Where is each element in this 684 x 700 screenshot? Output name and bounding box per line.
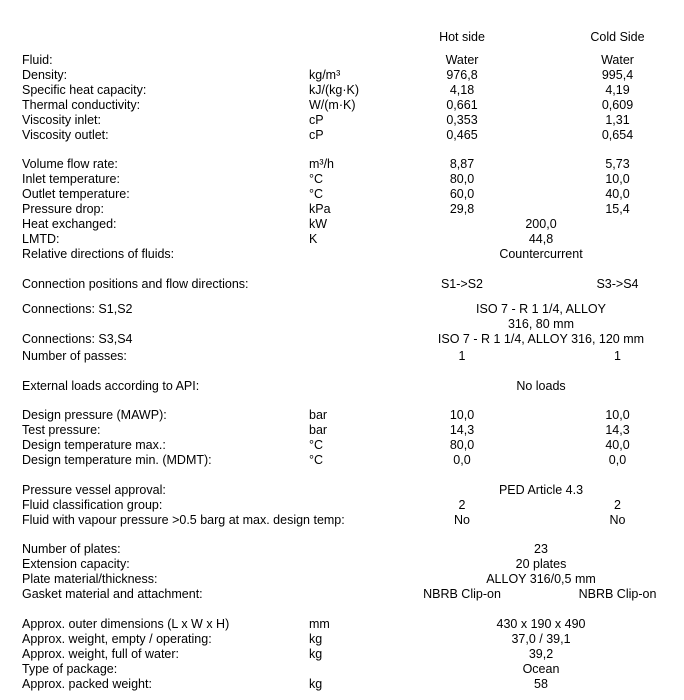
hot-test-pressure: 14,3 (449, 423, 475, 437)
label-extension-capacity: Extension capacity: (22, 557, 130, 571)
label-plate-material: Plate material/thickness: (22, 572, 158, 586)
value-packed-weight: 58 (534, 677, 548, 691)
hot-connection-positions: S1->S2 (440, 277, 484, 291)
value-plate-material: ALLOY 316/0,5 mm (486, 572, 596, 586)
cold-design-temp-min: 0,0 (608, 453, 627, 467)
cold-connection-positions: S3->S4 (596, 277, 639, 291)
label-number-of-plates: Number of plates: (22, 542, 121, 556)
unit-design-temp-min: °C (309, 453, 324, 467)
label-fluid: Fluid: (22, 53, 53, 67)
label-number-of-passes: Number of passes: (22, 349, 127, 363)
hot-fluid: Water (445, 53, 479, 67)
cold-gasket-material: NBRB Clip-on (578, 587, 657, 601)
label-outlet-temp: Outlet temperature: (22, 187, 130, 201)
value-package-type: Ocean (522, 662, 560, 676)
hot-viscosity-outlet: 0,465 (446, 128, 478, 142)
unit-volume-flow: m³/h (309, 157, 334, 171)
cold-inlet-temp: 10,0 (605, 172, 630, 186)
hot-viscosity-inlet: 0,353 (446, 113, 478, 127)
value-lmtd: 44,8 (528, 232, 554, 246)
label-design-pressure: Design pressure (MAWP): (22, 408, 167, 422)
cold-vapour-pressure: No (609, 513, 626, 527)
cold-volume-flow: 5,73 (605, 157, 630, 171)
hot-number-of-passes: 1 (458, 349, 466, 363)
cold-number-of-passes: 1 (614, 349, 621, 363)
label-connections-s3-s4: Connections: S3,S4 (22, 332, 133, 346)
label-connections-s1-s2: Connections: S1,S2 (22, 302, 133, 316)
hot-thermal-conductivity: 0,661 (446, 98, 478, 112)
hot-fluid-classification: 2 (458, 498, 466, 512)
unit-weight-empty-operating: kg (309, 632, 323, 646)
label-weight-full-water: Approx. weight, full of water: (22, 647, 180, 661)
hot-outlet-temp: 60,0 (449, 187, 475, 201)
cold-density: 995,4 (601, 68, 634, 82)
cold-side-header: Cold Side (590, 30, 645, 44)
hot-specific-heat: 4,18 (449, 83, 475, 97)
value-external-loads: No loads (516, 379, 566, 393)
cold-thermal-conductivity: 0,609 (601, 98, 634, 112)
value-connections-s3-s4: ISO 7 - R 1 1/4, ALLOY 316, 120 mm (437, 332, 645, 346)
hot-pressure-drop: 29,8 (449, 202, 475, 216)
hot-design-temp-min: 0,0 (453, 453, 471, 467)
unit-density: kg/m³ (309, 68, 341, 82)
label-fluid-classification: Fluid classification group: (22, 498, 163, 512)
hot-inlet-temp: 80,0 (449, 172, 475, 186)
label-pressure-drop: Pressure drop: (22, 202, 104, 216)
unit-viscosity-inlet: cP (309, 113, 324, 127)
cold-test-pressure: 14,3 (605, 423, 630, 437)
label-lmtd: LMTD: (22, 232, 60, 246)
cold-specific-heat: 4,19 (605, 83, 630, 97)
value-outer-dimensions: 430 x 190 x 490 (496, 617, 586, 631)
value-connections-s1-s2-line1: ISO 7 - R 1 1/4, ALLOY (476, 302, 606, 316)
unit-pressure-drop: kPa (309, 202, 331, 216)
unit-lmtd: K (309, 232, 318, 246)
value-weight-full-water: 39,2 (528, 647, 554, 661)
hot-gasket-material: NBRB Clip-on (423, 587, 501, 601)
label-vapour-pressure: Fluid with vapour pressure >0.5 barg at max. design temp: (22, 513, 345, 527)
label-volume-flow: Volume flow rate: (22, 157, 118, 171)
label-heat-exchanged: Heat exchanged: (22, 217, 117, 231)
hot-design-temp-max: 80,0 (449, 438, 475, 452)
cold-viscosity-inlet: 1,31 (605, 113, 630, 127)
label-package-type: Type of package: (22, 662, 118, 676)
hot-density: 976,8 (446, 68, 478, 82)
unit-outer-dimensions: mm (309, 617, 330, 631)
label-design-temp-max: Design temperature max.: (22, 438, 166, 452)
cold-viscosity-outlet: 0,654 (601, 128, 634, 142)
label-viscosity-outlet: Viscosity outlet: (22, 128, 109, 142)
unit-heat-exchanged: kW (309, 217, 328, 231)
value-weight-empty-operating: 37,0 / 39,1 (511, 632, 571, 646)
cold-pressure-drop: 15,4 (605, 202, 630, 216)
hot-vapour-pressure: No (454, 513, 470, 527)
value-vessel-approval: PED Article 4.3 (498, 483, 584, 497)
cold-fluid-classification: 2 (614, 498, 621, 512)
unit-specific-heat: kJ/(kg·K) (309, 83, 359, 97)
label-gasket-material: Gasket material and attachment: (22, 587, 203, 601)
cold-outlet-temp: 40,0 (605, 187, 630, 201)
label-vessel-approval: Pressure vessel approval: (22, 483, 166, 497)
label-test-pressure: Test pressure: (22, 423, 101, 437)
value-extension-capacity: 20 plates (515, 557, 567, 571)
label-packed-weight: Approx. packed weight: (22, 677, 152, 691)
value-relative-directions: Countercurrent (499, 247, 583, 261)
label-thermal-conductivity: Thermal conductivity: (22, 98, 141, 112)
label-external-loads: External loads according to API: (22, 379, 200, 393)
value-heat-exchanged: 200,0 (525, 217, 557, 231)
unit-thermal-conductivity: W/(m·K) (309, 98, 356, 112)
hot-volume-flow: 8,87 (449, 157, 475, 171)
unit-viscosity-outlet: cP (309, 128, 324, 142)
unit-test-pressure: bar (309, 423, 328, 437)
value-number-of-plates: 23 (534, 542, 548, 556)
label-connection-positions: Connection positions and flow directions: (22, 277, 249, 291)
unit-inlet-temp: °C (309, 172, 324, 186)
hot-design-pressure: 10,0 (449, 408, 475, 422)
label-specific-heat: Specific heat capacity: (22, 83, 147, 97)
unit-weight-full-water: kg (309, 647, 323, 661)
cold-design-pressure: 10,0 (605, 408, 630, 422)
unit-packed-weight: kg (309, 677, 323, 691)
cold-fluid: Water (601, 53, 634, 67)
label-relative-directions: Relative directions of fluids: (22, 247, 175, 261)
hot-side-header: Hot side (439, 30, 485, 44)
unit-outlet-temp: °C (309, 187, 324, 201)
label-inlet-temp: Inlet temperature: (22, 172, 120, 186)
cold-design-temp-max: 40,0 (605, 438, 630, 452)
label-weight-empty-operating: Approx. weight, empty / operating: (22, 632, 212, 646)
value-connections-s1-s2-line2: 316, 80 mm (507, 317, 574, 331)
label-design-temp-min: Design temperature min. (MDMT): (22, 453, 212, 467)
label-outer-dimensions: Approx. outer dimensions (L x W x H) (22, 617, 230, 631)
unit-design-pressure: bar (309, 408, 328, 422)
label-density: Density: (22, 68, 68, 82)
unit-design-temp-max: °C (309, 438, 324, 452)
label-viscosity-inlet: Viscosity inlet: (22, 113, 101, 127)
